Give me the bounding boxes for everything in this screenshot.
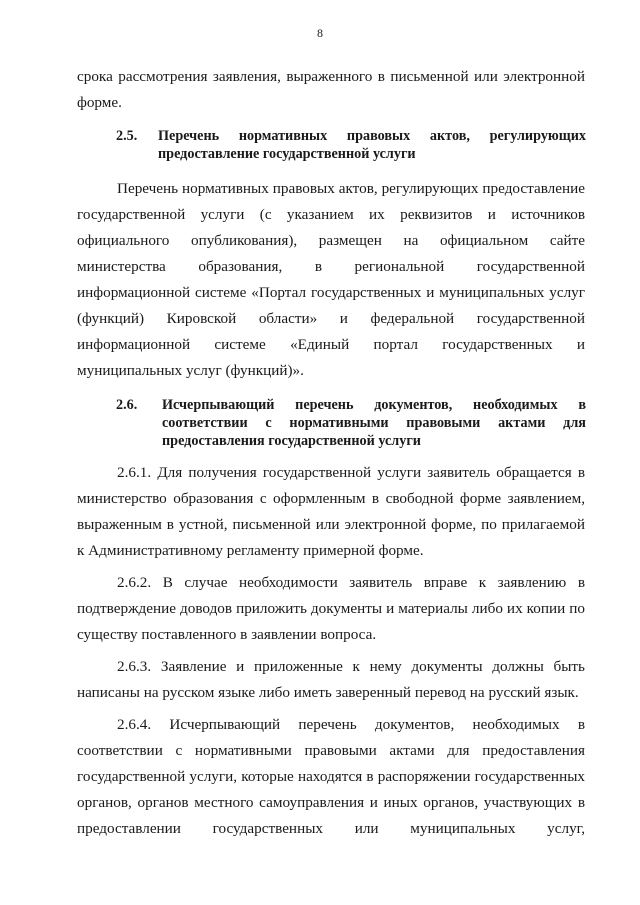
text-block-intro [77, 64, 585, 116]
paragraph-2-6-2: 2.6.2. В случае необходимости заявитель вправе к заявлению в подтверждение доводов приложить документы и материалы либо их копии по существу поставленного в заявлении вопроса. [77, 574, 585, 643]
section-title: Перечень нормативных правовых актов, регулирующих предоставление государственной услуги [158, 128, 586, 162]
section-heading-2-6 [116, 396, 586, 450]
text-block-2-5 [77, 176, 585, 384]
paragraph-2-6-3: 2.6.3. Заявление и приложенные к нему документы должны быть написаны на русском языке либо иметь заверенный перевод на русский язык. [77, 658, 585, 701]
text-block-2-6 [77, 460, 585, 842]
paragraph-continuation: срока рассмотрения заявления, выраженного в письменной или электронной форме. [77, 68, 585, 111]
paragraph-2-6-1: 2.6.1. Для получения государственной услуги заявитель обращается в министерство образования с оформленным в свободной форме заявлением, выраженным в устной, письменной или электронной форме, по прилагаемой к Административному регламенту примерной форме. [77, 464, 585, 559]
paragraph-legal-acts: Перечень нормативных правовых актов, регулирующих предоставление государственной услуги (с указанием их реквизитов и источников официального опубликования), размещен на официальном сайте министерства образования, в региональной государственной информационной системе «Портал государственных и муниципальных услуг (функций) Кировской области» и федеральной государственной информационной системе «Единый портал государственных и муниципальных услуг (функций)». [77, 180, 585, 379]
paragraph-2-6-4: 2.6.4. Исчерпывающий перечень документов, необходимых в соответствии с нормативными правовыми актами для предоставления государственной услуги, которые находятся в распоряжении государственных органов, органов местного самоуправления и иных органов, участвующих в предоставлении государственных или муниципальных услуг, [77, 716, 585, 837]
section-number: 2.6. [116, 397, 138, 413]
section-heading-2-5 [116, 127, 586, 163]
section-title: Исчерпывающий перечень документов, необходимых в соответствии с нормативными правовыми актами для предоставления государственной услуги [162, 397, 586, 449]
section-number: 2.5. [116, 128, 138, 144]
page-number: 8 [317, 26, 323, 40]
